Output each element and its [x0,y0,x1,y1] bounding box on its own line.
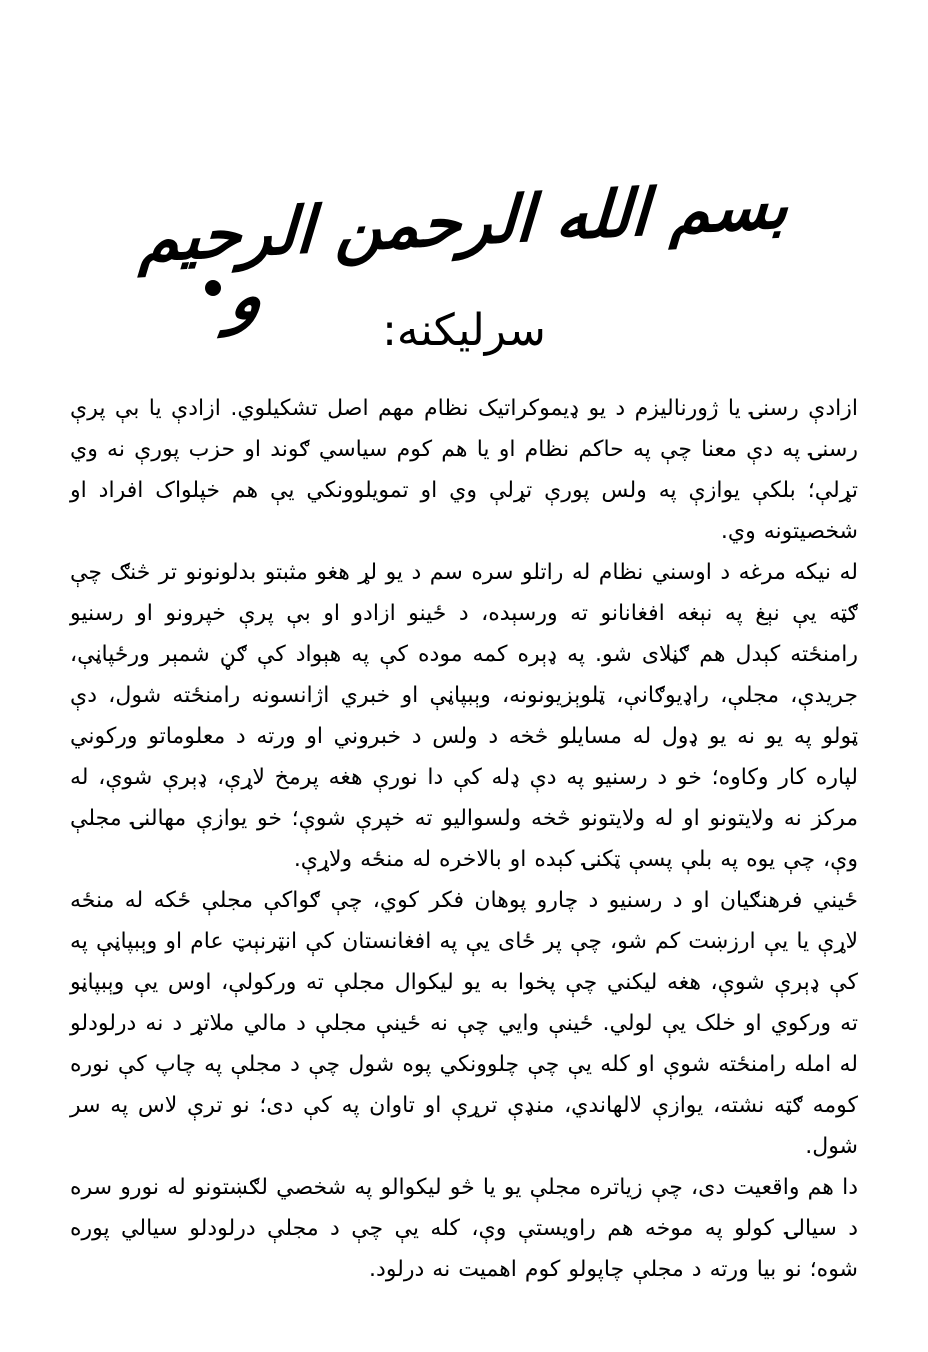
ornament-swash-icon: و [225,256,269,337]
article-body [70,388,858,1290]
paragraph-1: ازادې رسنۍ يا ژورناليزم د يو ډيموکراتيک نظام مهم اصل تشکيلوي. ازادې يا بې پرې رسنۍ په دې معنا چې په حاکم نظام او يا هم کوم سياسي ګوند او حزب پورې نه وي تړلې؛ بلکې يوازې په ولس پورې تړلې وي او تمويلوونکي يې هم خپلواک افراد او شخصيتونه وي. [70,396,858,544]
paragraph-4: دا هم واقعيت دی، چې زياتره مجلې يو يا څو ليکوالو په شخصي لګښتونو له نورو سره د سيالۍ کولو په موخه هم راويستې وې، کله يې چې د مجلې درلودلو سيالي پوره شوه؛ نو بيا ورته د مجلې چاپولو کوم اهميت نه درلود. [70,1175,858,1282]
paragraph-3: ځيني فرهنګيان او د رسنيو د چارو پوهان فکر کوي، چې ګواکې مجلې ځکه له منځه لاړې يا يې ارزښت کم شو، چې پر ځای يې په افغانستان کې انټرنېټ عام او وېبپاڼې په کې ډېرې شوې، هغه ليکني چې پخوا به يو ليکوال مجلې ته ورکولې، اوس يې وېبپاڼو ته ورکوي او خلک يې لولي. ځينې وايي چې نه ځينې مجلې د مالي ملاتړ د نه درلودلو له امله رامنځته شوې او کله يې چې چلوونکي پوه شول چې د مجلې په چاپ کې نوره کومه ګټه نشته، يوازې لالهاندي، منډې ترړې او تاوان په کې دی؛ نو ترې لاس په سر شول. [70,888,858,1159]
bismillah-calligraphy: بسم الله الرحمن الرحيم [137,168,791,278]
page-title: سرليکنه: [382,305,546,356]
ornament-dot-icon [205,280,221,296]
paragraph-2: له نيکه مرغه د اوسني نظام له راتلو سره سم د يو لړ هغو مثبتو بدلونونو تر څنګ چې ګټه يې نېغ په نېغه افغانانو ته ورسېده، د ځينو ازادو او بې پرې خپرونو او رسنيو رامنځته کېدل هم ګڼلای شو. په ډېره کمه موده کې په هېواد کې ګڼ شمېر ورځپاڼې، جريدې، مجلې، راډيوګانې، ټلوېزيونونه، وېبپاڼې او خبري اژانسونه رامنځته شول، دې ټولو په يو نه يو ډول له مسايلو څخه د ولس د خبروني او ورته د معلوماتو ورکوني لپاره کار وکاوه؛ خو د رسنيو په دې ډله کې دا نورې هغه پرمخ لاړې، ډېرې شوې، له مرکز نه ولايتونو او له ولايتونو څخه ولسواليو ته خپرې شوې؛ خو يوازې مهالنۍ مجلې وې، چې يوه په بلې پسې ټکنۍ کېده او بالاخره له منځه ولاړې. [70,560,858,872]
